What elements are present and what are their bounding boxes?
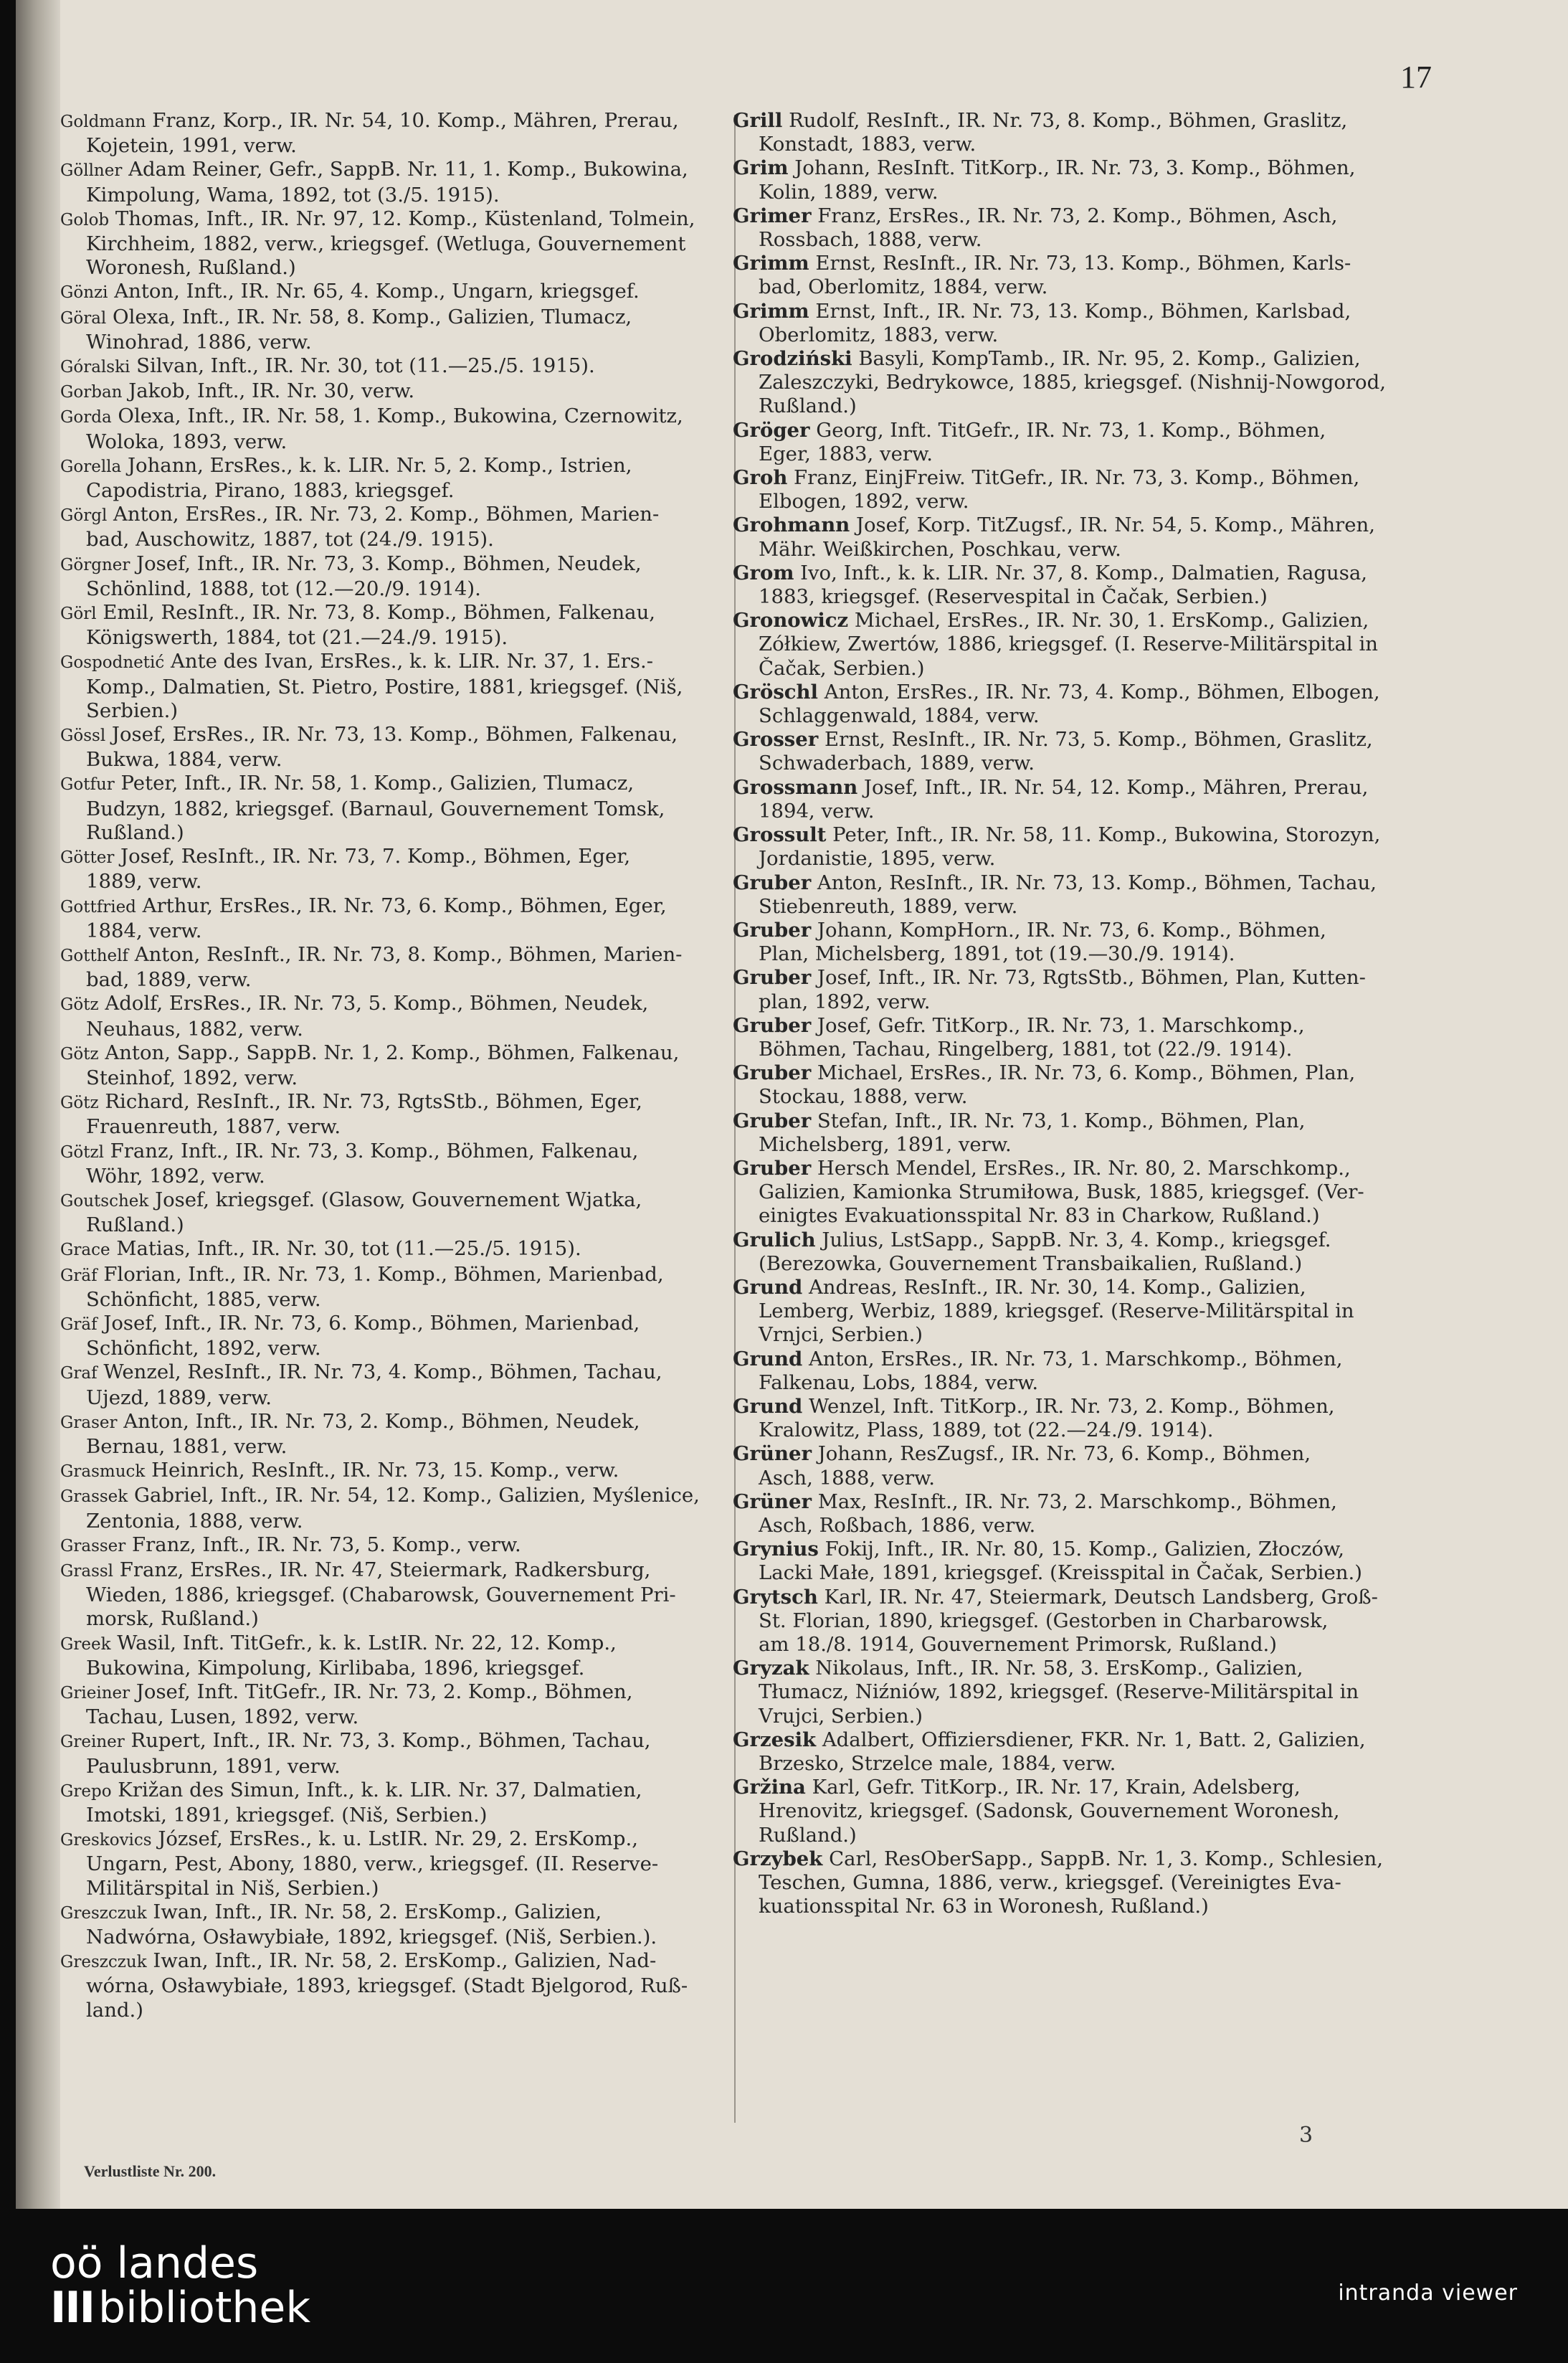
entry-line: Woronesh, Rußland.) bbox=[86, 256, 296, 280]
list-entry bbox=[60, 158, 745, 207]
entry-line: bad, Auschowitz, 1887, tot (24./9. 1915). bbox=[86, 528, 494, 551]
entry-line: Götz Adolf, ErsRes., IR. Nr. 73, 5. Komp., Böhmen, Neudek, bbox=[60, 992, 649, 1015]
entry-line: Grund Anton, ErsRes., IR. Nr. 73, 1. Marschkomp., Böhmen, bbox=[733, 1347, 1343, 1370]
entry-line: Bukwa, 1884, verw. bbox=[86, 748, 282, 772]
entry-line: Gössl Josef, ErsRes., IR. Nr. 73, 13. Komp., Böhmen, Falkenau, bbox=[60, 723, 678, 747]
entry-line: Gotthelf Anton, ResInft., IR. Nr. 73, 8. Komp., Böhmen, Marien- bbox=[60, 942, 683, 966]
list-entry bbox=[733, 1276, 1417, 1348]
list-entry bbox=[733, 156, 1417, 204]
entry-line: Hrenovitz, kriegsgef. (Sadonsk, Gouvernement Woronesh, bbox=[759, 1799, 1340, 1823]
entry-line: Lemberg, Werbiz, 1889, kriegsgef. (Reserve-Militärspital in bbox=[759, 1299, 1354, 1323]
entry-line: Graf Wenzel, ResInft., IR. Nr. 73, 4. Komp., Böhmen, Tachau, bbox=[60, 1360, 662, 1384]
entry-line: Schlaggenwald, 1884, verw. bbox=[759, 704, 1040, 728]
entry-line: Militärspital in Niš, Serbien.) bbox=[86, 1876, 379, 1900]
entry-line: Bernau, 1881, verw. bbox=[86, 1434, 288, 1458]
entry-line: Grepo Križan des Simun, Inft., k. k. LIR. Nr. 37, Dalmatien, bbox=[60, 1778, 642, 1801]
list-entry bbox=[60, 1484, 745, 1533]
entry-line: Grassl Franz, ErsRes., IR. Nr. 47, Steiermark, Radkersburg, bbox=[60, 1558, 651, 1581]
list-entry bbox=[733, 1538, 1417, 1585]
entry-line: Wieden, 1886, kriegsgef. (Chabarowsk, Gouvernement Pri- bbox=[86, 1583, 676, 1607]
list-entry bbox=[733, 252, 1417, 299]
entry-line: Brzesko, Strzelce male, 1884, verw. bbox=[759, 1752, 1116, 1776]
entry-line: Mähr. Weißkirchen, Poschkau, verw. bbox=[759, 537, 1121, 561]
list-entry bbox=[60, 1237, 745, 1262]
entry-line: 1883, kriegsgef. (Reservespital in Čačak, Serbien.) bbox=[759, 585, 1268, 609]
entry-line: Görl Emil, ResInft., IR. Nr. 73, 8. Komp., Böhmen, Falkenau, bbox=[60, 601, 656, 625]
entry-line: 1894, verw. bbox=[759, 799, 875, 823]
entry-line: Grasmuck Heinrich, ResInft., IR. Nr. 73, 15. Komp., verw. bbox=[60, 1459, 619, 1482]
footer-note: Verlustliste Nr. 200. bbox=[84, 2162, 217, 2180]
list-entry bbox=[733, 109, 1417, 156]
entry-line: Grimer Franz, ErsRes., IR. Nr. 73, 2. Komp., Böhmen, Asch, bbox=[733, 204, 1338, 227]
entry-line: Oberlomitz, 1883, verw. bbox=[759, 323, 999, 346]
entry-line: Görgl Anton, ErsRes., IR. Nr. 73, 2. Komp., Böhmen, Marien- bbox=[60, 503, 660, 526]
list-entry bbox=[60, 503, 745, 551]
entry-line: land.) bbox=[86, 1998, 143, 2022]
entry-line: Budzyn, 1882, kriegsgef. (Barnaul, Gouvernement Tomsk, bbox=[86, 797, 665, 820]
entry-line: Neuhaus, 1882, verw. bbox=[86, 1017, 303, 1041]
entry-line: Galizien, Kamionka Strumiłowa, Busk, 1885, kriegsgef. (Ver- bbox=[759, 1180, 1364, 1204]
list-entry bbox=[733, 966, 1417, 1013]
entry-line: Grill Rudolf, ResInft., IR. Nr. 73, 8. Komp., Böhmen, Graslitz, bbox=[733, 109, 1348, 132]
entry-line: Rußland.) bbox=[759, 1823, 857, 1847]
entry-line: Vrujci, Serbien.) bbox=[759, 1704, 923, 1728]
entry-line: Zaleszczyki, Bedrykowce, 1885, kriegsgef. (Nishnij-Nowgorod, bbox=[759, 371, 1386, 394]
list-entry bbox=[733, 1847, 1417, 1919]
entry-line: Nadwórna, Osławybiałe, 1892, kriegsgef. (Niš, Serbien.). bbox=[86, 1926, 657, 1949]
entry-line: Góralski Silvan, Inft., IR. Nr. 30, tot (11.—25./5. 1915). bbox=[60, 354, 595, 378]
page-number: 17 bbox=[1400, 60, 1432, 95]
entry-line: Tachau, Lusen, 1892, verw. bbox=[86, 1705, 359, 1729]
entry-line: Ungarn, Pest, Abony, 1880, verw., kriegsgef. (II. Reserve- bbox=[86, 1852, 659, 1876]
entry-line: Ujezd, 1889, verw. bbox=[86, 1386, 272, 1409]
entry-line: Gotfur Peter, Inft., IR. Nr. 58, 1. Komp., Galizien, Tlumacz, bbox=[60, 772, 635, 795]
entry-line: Gorella Johann, ErsRes., k. k. LIR. Nr. 5, 2. Komp., Istrien, bbox=[60, 453, 632, 477]
list-entry bbox=[60, 1090, 745, 1139]
entry-line: Schönficht, 1892, verw. bbox=[86, 1337, 321, 1360]
entry-line: Tłumacz, Niźniów, 1892, kriegsgef. (Reserve-Militärspital in bbox=[759, 1680, 1359, 1704]
entry-line: Elbogen, 1892, verw. bbox=[759, 490, 969, 513]
entry-line: Gospodnetić Ante des Ivan, ErsRes., k. k. LIR. Nr. 37, 1. Ers.- bbox=[60, 650, 654, 673]
list-entry bbox=[60, 354, 745, 379]
entry-line: Grom Ivo, Inft., k. k. LIR. Nr. 37, 8. Komp., Dalmatien, Ragusa, bbox=[733, 561, 1367, 584]
entry-line: Gruber Anton, ResInft., IR. Nr. 73, 13. Komp., Böhmen, Tachau, bbox=[733, 871, 1377, 894]
list-entry bbox=[60, 207, 745, 280]
entry-line: Asch, Roßbach, 1886, verw. bbox=[759, 1513, 1036, 1537]
entry-line: Görgner Josef, Inft., IR. Nr. 73, 3. Komp., Böhmen, Neudek, bbox=[60, 551, 642, 575]
entry-line: Kolin, 1889, verw. bbox=[759, 180, 939, 204]
entry-line: Gruber Stefan, Inft., IR. Nr. 73, 1. Komp., Böhmen, Plan, bbox=[733, 1109, 1306, 1132]
entry-line: Gräf Josef, Inft., IR. Nr. 73, 6. Komp., Böhmen, Marienbad, bbox=[60, 1311, 640, 1335]
entry-line: Götz Anton, Sapp., SappB. Nr. 1, 2. Komp., Böhmen, Falkenau, bbox=[60, 1041, 680, 1064]
entry-line: Bukowina, Kimpolung, Kirlibaba, 1896, kriegsgef. bbox=[86, 1656, 585, 1680]
entry-line: Kralowitz, Plass, 1889, tot (22.—24./9. 1914). bbox=[759, 1419, 1214, 1442]
entry-line: Plan, Michelsberg, 1891, tot (19.—30./9. 1914). bbox=[759, 942, 1235, 966]
list-entry bbox=[60, 772, 745, 845]
entry-line: Zółkiew, Zwertów, 1886, kriegsgef. (I. Reserve-Militärspital in bbox=[759, 633, 1378, 656]
entry-line: Čačak, Serbien.) bbox=[759, 656, 925, 680]
entry-line: Eger, 1883, verw. bbox=[759, 442, 933, 465]
list-entry bbox=[733, 1228, 1417, 1276]
entry-line: bad, Oberlomitz, 1884, verw. bbox=[759, 275, 1048, 299]
list-entry bbox=[733, 419, 1417, 466]
list-entry bbox=[733, 1109, 1417, 1157]
list-entry bbox=[733, 1157, 1417, 1228]
entry-line: wórna, Osławybiałe, 1893, kriegsgef. (Stadt Bjelgorod, Ruß- bbox=[86, 1974, 688, 1998]
list-entry bbox=[60, 1533, 745, 1558]
entry-line: Grassek Gabriel, Inft., IR. Nr. 54, 12. Komp., Galizien, Myślenice, bbox=[60, 1484, 700, 1507]
list-entry bbox=[60, 404, 745, 453]
entry-line: Grimm Ernst, Inft., IR. Nr. 73, 13. Komp., Böhmen, Karlsbad, bbox=[733, 299, 1351, 323]
left-text-column bbox=[60, 109, 745, 2022]
entry-line: Grosser Ernst, ResInft., IR. Nr. 73, 5. Komp., Böhmen, Graslitz, bbox=[733, 728, 1373, 752]
list-entry bbox=[733, 1061, 1417, 1109]
entry-line: Graser Anton, Inft., IR. Nr. 73, 2. Komp., Böhmen, Neudek, bbox=[60, 1409, 640, 1433]
entry-line: Grytsch Karl, IR. Nr. 47, Steiermark, Deutsch Landsberg, Groß- bbox=[733, 1585, 1378, 1609]
entry-line: Böhmen, Tachau, Ringelberg, 1881, tot (22./9. 1914). bbox=[759, 1037, 1293, 1061]
entry-line: Michelsberg, 1891, verw. bbox=[759, 1132, 1012, 1156]
library-logo-text: bibliothek bbox=[98, 2283, 311, 2333]
entry-line: Grieiner Josef, Inft. TitGefr., IR. Nr. 73, 2. Komp., Böhmen, bbox=[60, 1680, 633, 1703]
list-entry bbox=[60, 601, 745, 650]
list-entry bbox=[60, 1827, 745, 1900]
entry-line: Götter Josef, ResInft., IR. Nr. 73, 7. Komp., Böhmen, Eger, bbox=[60, 845, 631, 868]
list-entry bbox=[733, 1776, 1417, 1847]
entry-line: Grund Wenzel, Inft. TitKorp., IR. Nr. 73, 2. Komp., Böhmen, bbox=[733, 1394, 1335, 1418]
entry-line: Greskovics József, ErsRes., k. u. LstIR. Nr. 29, 2. ErsKomp., bbox=[60, 1827, 638, 1851]
list-entry bbox=[60, 845, 745, 894]
entry-line: Golob Thomas, Inft., IR. Nr. 97, 12. Komp., Küstenland, Tolmein, bbox=[60, 207, 695, 230]
viewer-label: intranda viewer bbox=[1338, 2281, 1518, 2306]
list-entry bbox=[60, 723, 745, 772]
entry-line: Greszczuk Iwan, Inft., IR. Nr. 58, 2. ErsKomp., Galizien, bbox=[60, 1900, 602, 1923]
list-entry bbox=[60, 1779, 745, 1827]
entry-line: Rußland.) bbox=[86, 820, 184, 844]
list-entry bbox=[733, 1490, 1417, 1538]
entry-line: St. Florian, 1890, kriegsgef. (Gestorben in Charbarowsk, bbox=[759, 1609, 1329, 1632]
list-entry bbox=[60, 1188, 745, 1237]
entry-line: Greiner Rupert, Inft., IR. Nr. 73, 3. Komp., Böhmen, Tachau, bbox=[60, 1729, 651, 1753]
entry-line: Gruber Hersch Mendel, ErsRes., IR. Nr. 80, 2. Marschkomp., bbox=[733, 1156, 1351, 1180]
list-entry bbox=[60, 992, 745, 1041]
list-entry bbox=[60, 1729, 745, 1778]
list-entry bbox=[733, 300, 1417, 347]
entry-line: kuationsspital Nr. 63 in Woronesh, Rußland.) bbox=[759, 1895, 1209, 1918]
entry-line: Komp., Dalmatien, St. Pietro, Postire, 1881, kriegsgef. (Niš, bbox=[86, 675, 683, 699]
list-entry bbox=[733, 347, 1417, 419]
list-entry bbox=[60, 1041, 745, 1090]
entry-line: Gorda Olexa, Inft., IR. Nr. 58, 1. Komp., Bukowina, Czernowitz, bbox=[60, 404, 683, 428]
entry-line: Groh Franz, EinjFreiw. TitGefr., IR. Nr. 73, 3. Komp., Böhmen, bbox=[733, 466, 1360, 490]
list-entry bbox=[60, 109, 745, 158]
list-entry bbox=[733, 871, 1417, 919]
entry-line: Capodistria, Pirano, 1883, kriegsgef. bbox=[86, 479, 455, 503]
entry-line: am 18./8. 1914, Gouvernement Primorsk, Rußland.) bbox=[759, 1633, 1277, 1656]
entry-line: Grossult Peter, Inft., IR. Nr. 58, 11. Komp., Bukowina, Storozyn, bbox=[733, 823, 1381, 847]
entry-line: Schönficht, 1885, verw. bbox=[86, 1287, 321, 1311]
list-entry bbox=[60, 1680, 745, 1729]
entry-line: 1884, verw. bbox=[86, 919, 202, 942]
list-entry bbox=[60, 379, 745, 404]
list-entry bbox=[733, 1395, 1417, 1442]
list-entry bbox=[733, 728, 1417, 775]
entry-line: Jordanistie, 1895, verw. bbox=[759, 847, 996, 871]
list-entry bbox=[60, 1410, 745, 1459]
entry-line: Götz Richard, ResInft., IR. Nr. 73, RgtsStb., Böhmen, Eger, bbox=[60, 1090, 642, 1114]
list-entry bbox=[733, 1348, 1417, 1395]
entry-line: Woloka, 1893, verw. bbox=[86, 430, 288, 453]
entry-line: Serbien.) bbox=[86, 699, 179, 722]
list-entry bbox=[733, 1442, 1417, 1490]
entry-line: Grzesik Adalbert, Offiziersdiener, FKR. Nr. 1, Batt. 2, Galizien, bbox=[733, 1728, 1366, 1751]
list-entry bbox=[60, 1263, 745, 1312]
entry-line: Grimm Ernst, ResInft., IR. Nr. 73, 13. Komp., Böhmen, Karls- bbox=[733, 252, 1351, 275]
entry-line: plan, 1892, verw. bbox=[759, 990, 931, 1013]
entry-line: Grodziński Basyli, KompTamb., IR. Nr. 95, 2. Komp., Galizien, bbox=[733, 347, 1361, 371]
list-entry bbox=[733, 823, 1417, 871]
entry-line: Gönzi Anton, Inft., IR. Nr. 65, 4. Komp., Ungarn, kriegsgef. bbox=[60, 280, 640, 303]
entry-line: Winohrad, 1886, verw. bbox=[86, 330, 312, 354]
entry-line: Asch, 1888, verw. bbox=[759, 1466, 936, 1490]
library-logo bbox=[50, 2238, 311, 2333]
right-text-column bbox=[733, 109, 1417, 1918]
entry-line: Gržina Karl, Gefr. TitKorp., IR. Nr. 17, Krain, Adelsberg, bbox=[733, 1776, 1301, 1799]
list-entry bbox=[733, 776, 1417, 823]
library-logo-line2 bbox=[50, 2283, 311, 2333]
entry-line: Goutschek Josef, kriegsgef. (Glasow, Gouvernement Wjatka, bbox=[60, 1188, 642, 1211]
entry-line: Vrnjci, Serbien.) bbox=[759, 1323, 923, 1347]
entry-line: Gronowicz Michael, ErsRes., IR. Nr. 30, 1. ErsKomp., Galizien, bbox=[733, 609, 1369, 633]
entry-line: Teschen, Gumna, 1886, verw., kriegsgef. (Vereinigtes Eva- bbox=[759, 1871, 1341, 1895]
list-entry bbox=[60, 894, 745, 943]
entry-line: Frauenreuth, 1887, verw. bbox=[86, 1115, 341, 1139]
entry-line: (Berezowka, Gouvernement Transbaikalien, Rußland.) bbox=[759, 1251, 1303, 1275]
entry-line: Grüner Max, ResInft., IR. Nr. 73, 2. Marschkomp., Böhmen, bbox=[733, 1490, 1337, 1513]
list-entry bbox=[60, 1140, 745, 1188]
entry-line: Greek Wasil, Inft. TitGefr., k. k. LstIR. Nr. 22, 12. Komp., bbox=[60, 1631, 617, 1654]
entry-line: Rossbach, 1888, verw. bbox=[759, 228, 982, 252]
list-entry bbox=[733, 919, 1417, 966]
list-entry bbox=[60, 1900, 745, 1949]
page-gutter-shadow bbox=[16, 0, 60, 2209]
list-entry bbox=[733, 513, 1417, 561]
entry-line: Grund Andreas, ResInft., IR. Nr. 30, 14. Komp., Galizien, bbox=[733, 1275, 1306, 1299]
entry-line: Königswerth, 1884, tot (21.—24./9. 1915). bbox=[86, 626, 508, 650]
entry-line: Grulich Julius, LstSapp., SappB. Nr. 3, 4. Komp., kriegsgef. bbox=[733, 1228, 1331, 1251]
entry-line: Zentonia, 1888, verw. bbox=[86, 1509, 303, 1533]
entry-line: Schönlind, 1888, tot (12.—20./9. 1914). bbox=[86, 577, 481, 600]
entry-line: Wöhr, 1892, verw. bbox=[86, 1164, 265, 1188]
list-entry bbox=[60, 306, 745, 354]
list-entry bbox=[60, 650, 745, 723]
list-entry bbox=[733, 466, 1417, 513]
entry-line: Gröschl Anton, ErsRes., IR. Nr. 73, 4. Komp., Böhmen, Elbogen, bbox=[733, 680, 1380, 704]
entry-line: Stockau, 1888, verw. bbox=[759, 1085, 968, 1109]
list-entry bbox=[60, 552, 745, 601]
list-entry bbox=[733, 1657, 1417, 1728]
entry-line: Goldmann Franz, Korp., IR. Nr. 54, 10. Komp., Mähren, Prerau, bbox=[60, 109, 679, 132]
entry-line: Rußland.) bbox=[759, 394, 857, 418]
list-entry bbox=[60, 1949, 745, 2022]
entry-line: Falkenau, Lobs, 1884, verw. bbox=[759, 1370, 1039, 1394]
entry-line: Steinhof, 1892, verw. bbox=[86, 1066, 298, 1089]
entry-line: Grasser Franz, Inft., IR. Nr. 73, 5. Komp., verw. bbox=[60, 1533, 521, 1556]
entry-line: Stiebenreuth, 1889, verw. bbox=[759, 894, 1018, 918]
entry-line: Schwaderbach, 1889, verw. bbox=[759, 752, 1035, 775]
list-entry bbox=[60, 1558, 745, 1632]
entry-line: Grynius Fokij, Inft., IR. Nr. 80, 15. Komp., Galizien, Złoczów, bbox=[733, 1538, 1344, 1561]
list-entry bbox=[733, 1014, 1417, 1061]
entry-line: Kimpolung, Wama, 1892, tot (3./5. 1915). bbox=[86, 183, 500, 207]
entry-line: Götzl Franz, Inft., IR. Nr. 73, 3. Komp., Böhmen, Falkenau, bbox=[60, 1139, 639, 1162]
entry-line: Gröger Georg, Inft. TitGefr., IR. Nr. 73, 1. Komp., Böhmen, bbox=[733, 418, 1326, 442]
entry-line: Göral Olexa, Inft., IR. Nr. 58, 8. Komp., Galizien, Tlumacz, bbox=[60, 305, 632, 328]
entry-line: Grüner Johann, ResZugsf., IR. Nr. 73, 6. Komp., Böhmen, bbox=[733, 1442, 1311, 1466]
list-entry bbox=[60, 280, 745, 305]
scanned-page bbox=[16, 0, 1568, 2209]
entry-line: Grzybek Carl, ResOberSapp., SappB. Nr. 1, 3. Komp., Schlesien, bbox=[733, 1847, 1383, 1870]
list-entry bbox=[60, 1632, 745, 1680]
entry-line: Grohmann Josef, Korp. TitZugsf., IR. Nr. 54, 5. Komp., Mähren, bbox=[733, 513, 1375, 537]
entry-line: Grossmann Josef, Inft., IR. Nr. 54, 12. Komp., Mähren, Prerau, bbox=[733, 775, 1369, 799]
entry-line: Gräf Florian, Inft., IR. Nr. 73, 1. Komp., Böhmen, Marienbad, bbox=[60, 1262, 664, 1286]
entry-line: Paulusbrunn, 1891, verw. bbox=[86, 1754, 341, 1778]
entry-line: Gryzak Nikolaus, Inft., IR. Nr. 58, 3. ErsKomp., Galizien, bbox=[733, 1657, 1303, 1680]
entry-line: Lacki Małe, 1891, kriegsgef. (Kreisspital in Čačak, Serbien.) bbox=[759, 1561, 1362, 1585]
entry-line: Gottfried Arthur, ErsRes., IR. Nr. 73, 6. Komp., Böhmen, Eger, bbox=[60, 894, 667, 917]
entry-line: Göllner Adam Reiner, Gefr., SappB. Nr. 11, 1. Komp., Bukowina, bbox=[60, 158, 688, 181]
entry-line: Gruber Josef, Gefr. TitKorp., IR. Nr. 73, 1. Marschkomp., bbox=[733, 1013, 1305, 1037]
entry-line: bad, 1889, verw. bbox=[86, 968, 252, 992]
list-entry bbox=[733, 1728, 1417, 1776]
entry-line: morsk, Rußland.) bbox=[86, 1607, 259, 1631]
library-logo-bars: III bbox=[50, 2283, 94, 2333]
entry-line: Kojetein, 1991, verw. bbox=[86, 134, 297, 158]
entry-line: 1889, verw. bbox=[86, 870, 202, 894]
list-entry bbox=[733, 681, 1417, 728]
entry-line: einigtes Evakuationsspital Nr. 83 in Charkow, Rußland.) bbox=[759, 1204, 1320, 1228]
entry-line: Imotski, 1891, kriegsgef. (Niš, Serbien.) bbox=[86, 1804, 488, 1827]
entry-line: Gorban Jakob, Inft., IR. Nr. 30, verw. bbox=[60, 379, 415, 403]
signature-mark: 3 bbox=[1299, 2123, 1313, 2148]
entry-line: Rußland.) bbox=[86, 1213, 184, 1237]
list-entry bbox=[60, 1459, 745, 1484]
list-entry bbox=[733, 204, 1417, 252]
list-entry bbox=[60, 454, 745, 503]
list-entry bbox=[733, 1586, 1417, 1657]
list-entry bbox=[60, 943, 745, 992]
list-entry bbox=[60, 1360, 745, 1409]
entry-line: Greszczuk Iwan, Inft., IR. Nr. 58, 2. ErsKomp., Galizien, Nad- bbox=[60, 1949, 657, 1973]
entry-line: Gruber Josef, Inft., IR. Nr. 73, RgtsStb., Böhmen, Plan, Kutten- bbox=[733, 966, 1366, 990]
list-entry bbox=[60, 1312, 745, 1360]
entry-line: Grace Matias, Inft., IR. Nr. 30, tot (11.—25./5. 1915). bbox=[60, 1237, 581, 1261]
list-entry bbox=[733, 609, 1417, 681]
library-logo-line1: oö landes bbox=[50, 2238, 259, 2288]
entry-line: Kirchheim, 1882, verw., kriegsgef. (Wetluga, Gouvernement bbox=[86, 232, 686, 256]
entry-line: Konstadt, 1883, verw. bbox=[759, 133, 977, 156]
entry-line: Gruber Johann, KompHorn., IR. Nr. 73, 6. Komp., Böhmen, bbox=[733, 918, 1326, 942]
entry-line: Grim Johann, ResInft. TitKorp., IR. Nr. 73, 3. Komp., Böhmen, bbox=[733, 156, 1356, 180]
list-entry bbox=[733, 562, 1417, 609]
entry-line: Gruber Michael, ErsRes., IR. Nr. 73, 6. Komp., Böhmen, Plan, bbox=[733, 1061, 1356, 1085]
